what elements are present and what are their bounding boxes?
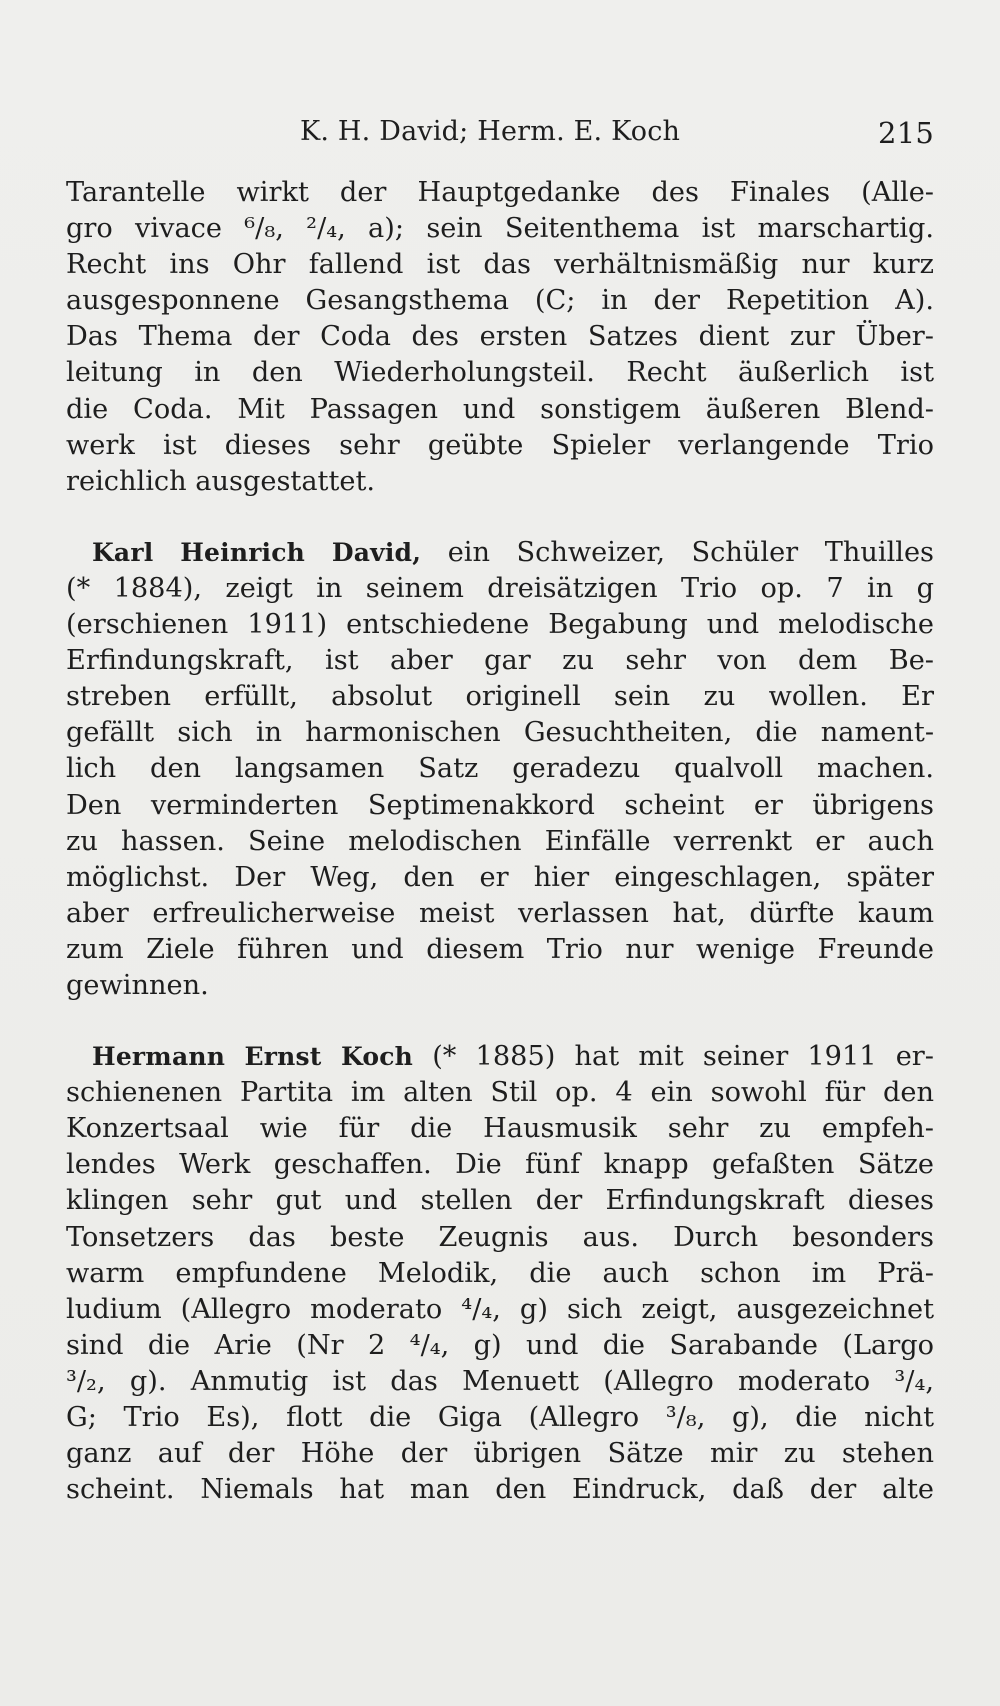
text-line: reichlich ausgestattet.: [66, 465, 376, 497]
text-line: Konzertsaal wie für die Hausmusik sehr zu empfeh-: [66, 1113, 934, 1145]
text-line: ausgesponnene Gesangsthema (C; in der Repetition A).: [66, 285, 934, 317]
text-line: leitung in den Wiederholungsteil. Recht äußerlich ist: [66, 357, 934, 389]
text-line: G; Trio Es), flott die Giga (Allegro ³/₈, g), die nicht: [66, 1402, 934, 1433]
text-line: Erfindungskraft, ist aber gar zu sehr von dem Be-: [66, 645, 934, 677]
paragraph-3: [66, 1039, 934, 1508]
text-line: (erschienen 1911) entschiedene Begabung und melodische: [66, 609, 934, 641]
text-line: (* 1884), zeigt in seinem dreisätzigen Trio op. 7 in g: [66, 572, 934, 604]
text-line: gro vivace ⁶/₈, ²/₄, a); sein Seitenthema ist marschartig.: [66, 213, 934, 245]
text-line: Das Thema der Coda des ersten Satzes dient zur Über-: [66, 321, 934, 353]
text-fragment: (* 1885) hat mit seiner 1911 er-: [432, 1041, 934, 1073]
text-line: gewinnen.: [66, 969, 209, 1001]
running-header: [0, 112, 1000, 156]
text-line: zu hassen. Seine melodischen Einfälle verrenkt er auch: [66, 825, 934, 857]
text-line-with-name: [66, 1039, 934, 1075]
running-title: K. H. David; Herm. E. Koch: [300, 116, 681, 147]
paragraph-gap: [66, 500, 934, 535]
text-line: ³/₂, g). Anmutig ist das Menuett (Allegro moderato ³/₄,: [66, 1365, 934, 1397]
paragraph-gap: [66, 1004, 934, 1039]
page-number: 215: [878, 116, 934, 150]
text-fragment: ein Schweizer, Schüler Thuilles: [447, 536, 934, 568]
text-line-with-name: [66, 535, 934, 571]
text-line: werk ist dieses sehr geübte Spieler verlangende Trio: [66, 429, 934, 461]
text-line: ganz auf der Höhe der übrigen Sätze mir zu stehen: [66, 1438, 934, 1470]
text-line: schienenen Partita im alten Stil op. 4 ein sowohl für den: [66, 1077, 934, 1109]
text-line: lendes Werk geschaffen. Die fünf knapp gefaßten Sätze: [66, 1149, 934, 1181]
paragraph-1: [66, 175, 934, 500]
text-line: Tonsetzers das beste Zeugnis aus. Durch besonders: [66, 1221, 934, 1253]
composer-name: Hermann Ernst Koch: [92, 1042, 414, 1072]
composer-name: Karl Heinrich David,: [92, 537, 422, 567]
text-line: Recht ins Ohr fallend ist das verhältnismäßig nur kurz: [66, 249, 934, 281]
text-line: die Coda. Mit Passagen und sonstigem äußeren Blend-: [66, 393, 934, 425]
text-line: warm empfundene Melodik, die auch schon im Prä-: [66, 1257, 934, 1289]
text-line: Den verminderten Septimenakkord scheint er übrigens: [66, 789, 934, 821]
text-line: zum Ziele führen und diesem Trio nur wenige Freunde: [66, 933, 934, 965]
text-line: aber erfreulicherweise meist verlassen hat, dürfte kaum: [66, 897, 934, 929]
text-line: streben erfüllt, absolut originell sein zu wollen. Er: [66, 681, 934, 713]
text-line: möglichst. Der Weg, den er hier eingeschlagen, später: [66, 861, 934, 893]
text-line: lich den langsamen Satz geradezu qualvoll machen.: [66, 753, 934, 785]
text-line: klingen sehr gut und stellen der Erfindungskraft dieses: [66, 1185, 934, 1217]
paragraph-2: [66, 535, 934, 1004]
text-line: Tarantelle wirkt der Hauptgedanke des Finales (Alle-: [66, 177, 934, 208]
text-line: sind die Arie (Nr 2 ⁴/₄, g) und die Sarabande (Largo: [66, 1329, 934, 1361]
text-line: scheint. Niemals hat man den Eindruck, daß der alte: [66, 1474, 934, 1506]
text-line: gefällt sich in harmonischen Gesuchtheiten, die nament-: [66, 717, 934, 749]
body-text: [66, 175, 934, 1508]
text-line: ludium (Allegro moderato ⁴/₄, g) sich zeigt, ausgezeichnet: [66, 1293, 934, 1325]
